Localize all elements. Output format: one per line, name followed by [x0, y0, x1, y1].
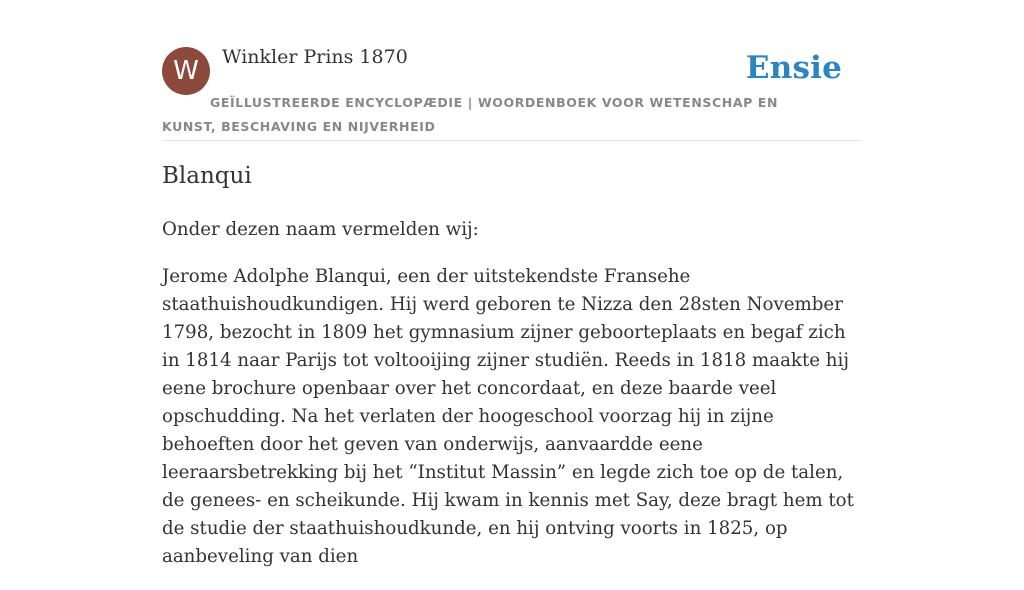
source-title-link[interactable]: Winkler Prins 1870 [222, 46, 408, 68]
entry-content [162, 216, 867, 590]
entry-paragraph: Onder dezen naam vermelden wij: [162, 219, 479, 240]
source-header [162, 46, 862, 141]
source-avatar[interactable]: W [162, 47, 210, 95]
ensie-logo-link[interactable]: Ensie [745, 50, 842, 86]
entry-title: Blanqui [162, 163, 252, 189]
entry-paragraph: Jerome Adolphe Blanqui, een der uitstekendste Fransehe staathuishoudkundigen. Hij werd geboren te Nizza den 28sten November 1798, bezocht in 1809 het gymnasium zijner geboorteplaats en begaf zich in 1814 naar Parijs tot voltooijing zijner studiën. Reeds in 1818 maakte hij eene brochure openbaar over het concordaat, en deze baarde veel opschudding. Na het verlaten der hoogeschool voorzag hij in zijne behoeften door het geven van onderwijs, aanvaardde eene leeraarsbetrekking bij het “Institut Massin” en legde zich toe op de talen, de genees- en scheikunde. Hij kwam in kennis met Say, deze bragt hem tot de studie der staathuishoudkunde, en hij ontving voorts in 1825, op aanbeveling van dien [162, 266, 854, 567]
source-subtitle: GEÏLLUSTREERDE ENCYCLOPÆDIE | WOORDENBOEK VOOR WETENSCHAP EN KUNST, BESCHAVING EN NIJVERHEID [162, 95, 779, 134]
